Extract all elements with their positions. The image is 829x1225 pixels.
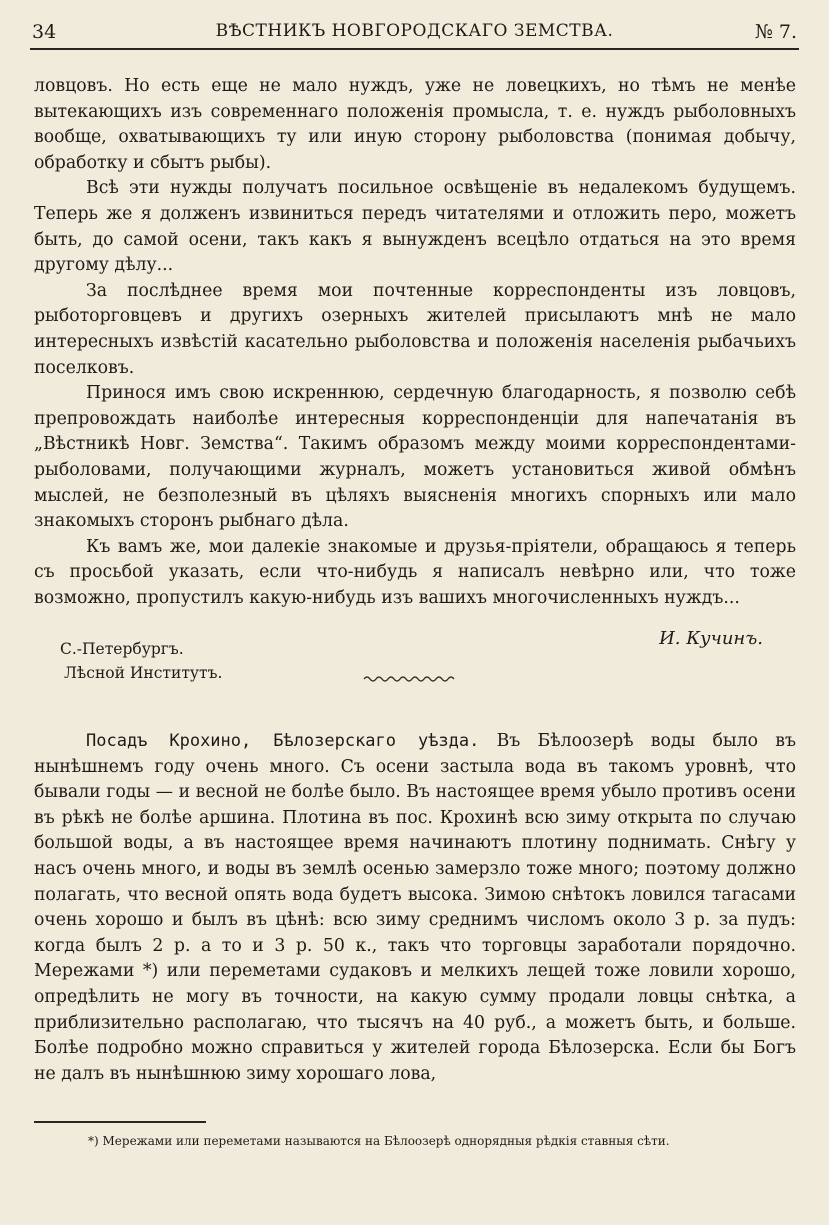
- paragraph-text: Въ Бѣлоозерѣ воды было въ нынѣшнемъ году очень много. Съ осени застыла вода въ такомъ уровнѣ, что бывали годы — и весной не болѣе было. Въ настоящее время убыло противъ осени въ рѣкѣ не болѣе аршина. Плотина въ пос. Крохинѣ всю зиму открыта по случаю большой воды, а въ настоящее время начинаютъ плотину поднимать. Снѣгу у насъ очень много, и воды въ землѣ осенью замерзло тоже много; поэтому должно полагать, что весной опять вода будетъ высока. Зимою снѣтокъ ловился тагасами очень хорошо и былъ въ цѣнѣ: всю зиму среднимъ числомъ около 3 р. за пудъ: когда былъ 2 р. а то и 3 р. 50 к., такъ что торговцы заработали порядочно. Мережами: [34, 731, 796, 982]
- correspondence-article: [34, 729, 796, 1087]
- running-header: [30, 18, 799, 50]
- footnote-marker: *): [142, 961, 159, 982]
- journal-title: ВѢСТНИКЪ НОВГОРОДСКАГО ЗЕМСТВА.: [215, 21, 614, 41]
- paragraph: Къ вамъ же, мои далекіе знакомые и друзья-пріятели, обращаюсь я теперь съ просьбой указать, если что-нибудь я написалъ невѣрно или, что тоже возможно, пропустилъ какую-нибудь изъ вашихъ многочисленныхъ нуждъ...: [34, 536, 796, 608]
- section-divider-ornament: [363, 670, 457, 684]
- footnote: *) Мережами или переметами называются на Бѣлоозерѣ однорядныя рѣдкія ставныя сѣти.: [88, 1134, 670, 1148]
- article-continued: [34, 74, 796, 611]
- paragraph: ловцовъ. Но есть еще не мало нуждъ, уже не ловецкихъ, но тѣмъ не менѣе вытекающихъ изъ современнаго положенія промысла, т. е. нуждъ рыболовныхъ вообще, охватывающихъ ту или иную сторону рыболовства (понимая добычу, обработку и сбытъ рыбы).: [34, 76, 796, 173]
- paragraph: [34, 729, 796, 1087]
- paragraph: За послѣднее время мои почтенные корреспонденты изъ ловцовъ, рыботорговцевъ и другихъ озерныхъ жителей присылаютъ мнѣ не мало интересныхъ извѣстій касательно рыболовства и положенія населенія рыбачьихъ поселковъ.: [34, 280, 796, 378]
- signature-institution: Лѣсной Институтъ.: [64, 664, 223, 682]
- paragraph: Принося имъ свою искреннюю, сердечную благодарность, я позволю себѣ препровождать наиболѣе интересныя корреспонденціи для напечатанія въ „Вѣстникѣ Новг. Земства“. Такимъ образомъ между моими корреспондентами-рыболовами, получающими журналъ, можетъ установиться живой обмѣнъ мыслей, не безполезный въ цѣляхъ выясненія многихъ спорныхъ или мало знакомыхъ сторонъ рыбнаго дѣла.: [34, 383, 796, 532]
- paragraph: Всѣ эти нужды получатъ посильное освѣщеніе въ недалекомъ будущемъ. Теперь же я долженъ извиниться передъ читателями и отложить перо, можетъ быть, до самой осени, такъ какъ я вынужденъ всецѣло отдаться на это время другому дѣлу...: [34, 178, 796, 276]
- issue-number: № 7.: [754, 21, 797, 43]
- signature-city: С.-Петербургъ.: [60, 640, 184, 658]
- place-heading: Посадъ Крохино, Бѣлозерскаго уѣзда.: [86, 731, 480, 751]
- author-signature: И. Кучинъ.: [659, 628, 763, 649]
- paragraph-text: или переметами судаковъ и мелкихъ лещей тоже ловили хорошо, опредѣлить не могу въ точности, на какую сумму продали ловцы снѣтка, а приблизительно располагаю, что тысячъ на 40 руб., а можетъ быть, и больше. Болѣе подробно можно справиться у жителей города Бѣлозерска. Если бы Богъ не далъ въ нынѣшнюю зиму хорошаго лова,: [34, 961, 796, 1084]
- footnote-rule: [34, 1121, 206, 1123]
- page-number: 34: [32, 21, 57, 43]
- signature-place: [60, 637, 222, 685]
